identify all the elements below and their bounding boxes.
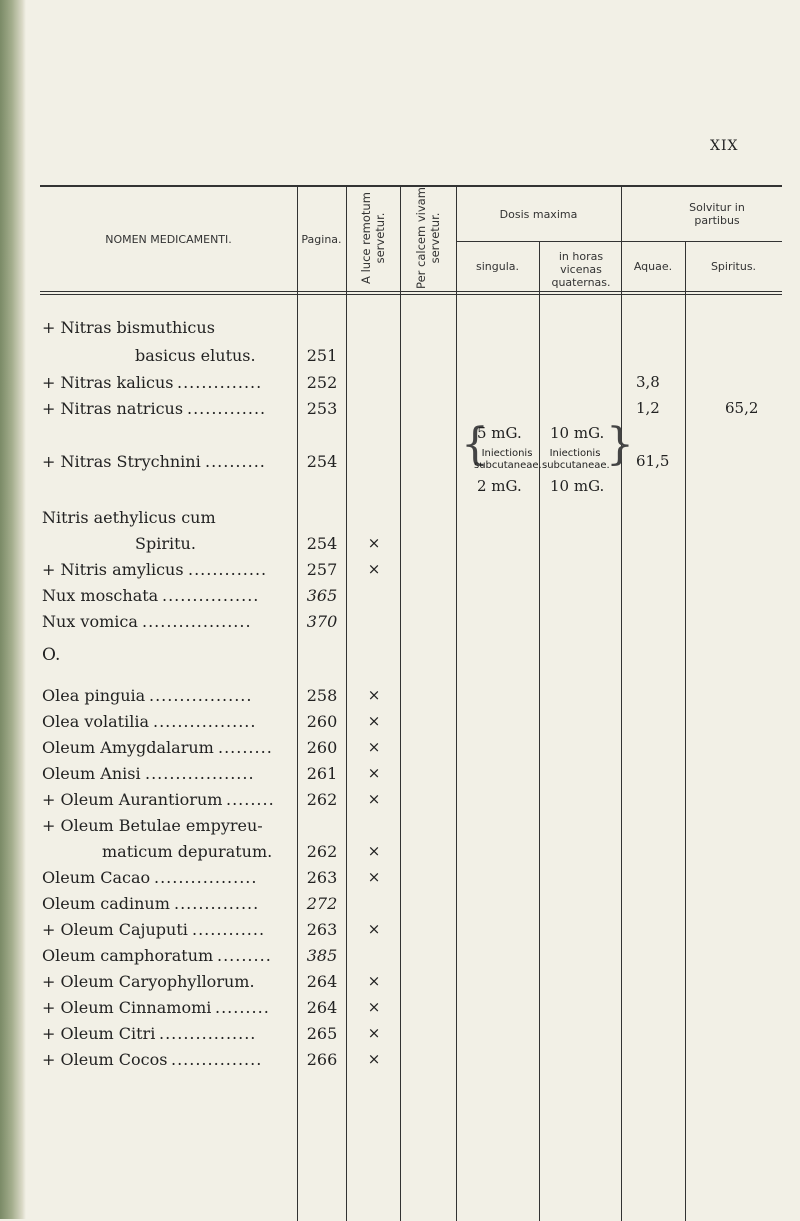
table-row: [0, 346, 800, 370]
table-row: [0, 764, 800, 788]
table-row: [0, 738, 800, 762]
leader-dots: .............: [188, 560, 268, 579]
medicament-name: + Oleum Cocos: [42, 1050, 168, 1069]
page-ref: 365: [306, 586, 338, 605]
header-singula: singula.: [475, 260, 519, 273]
light-protect-mark: ×: [367, 868, 381, 886]
medicament-name: Olea volatilia: [42, 712, 149, 731]
brace-right: }: [606, 419, 634, 470]
leader-dots: ................: [159, 1024, 257, 1043]
light-protect-mark: ×: [367, 920, 381, 938]
medicament-name: + Nitras kalicus: [42, 373, 174, 392]
page-ref: 252: [306, 373, 338, 392]
leader-dots: ..............: [177, 373, 263, 392]
dose-horas-1: 10 mG.: [550, 424, 605, 442]
page-ref: 251: [306, 346, 338, 365]
medicament-name: + Nitras bismuthicus: [42, 318, 215, 337]
leader-dots: ...............: [171, 1050, 263, 1069]
table-row: [0, 586, 800, 610]
solubility-aquae: 61,5: [636, 452, 670, 470]
light-protect-mark: ×: [367, 686, 381, 704]
table-row: [0, 972, 800, 996]
table-row: [0, 508, 800, 532]
solubility-spiritus: 65,2: [725, 399, 759, 417]
leader-dots: ..........: [205, 452, 266, 471]
table-row: [0, 894, 800, 918]
header-luce: A luce remotum servetur.: [359, 192, 387, 284]
page-ref: 272: [306, 894, 338, 913]
header-bottom-rule-2: [40, 294, 782, 295]
header-aquae: Aquae.: [633, 260, 673, 273]
table-row: [0, 842, 800, 866]
leader-dots: .............: [187, 399, 267, 418]
page-ref: 262: [306, 790, 338, 809]
leader-dots: .........: [215, 998, 270, 1017]
dose-singula-2: 2 mG.: [477, 477, 522, 495]
light-protect-mark: ×: [367, 1024, 381, 1042]
table-row: [0, 318, 800, 342]
light-protect-mark: ×: [367, 764, 381, 782]
page-ref: 370: [306, 612, 338, 631]
page-ref: 257: [306, 560, 338, 579]
light-protect-mark: ×: [367, 1050, 381, 1068]
medicament-name: + Nitras natricus: [42, 399, 184, 418]
medicament-name: Oleum Anisi: [42, 764, 141, 783]
solubility-aquae: 3,8: [636, 373, 660, 391]
leader-dots: ..................: [145, 764, 255, 783]
medicament-name: + Oleum Citri: [42, 1024, 156, 1043]
header-pagina: Pagina.: [301, 233, 342, 246]
leader-dots: .................: [149, 686, 253, 705]
medicament-name: Nitris aethylicus cum: [42, 508, 216, 527]
light-protect-mark: ×: [367, 534, 381, 552]
light-protect-mark: ×: [367, 842, 381, 860]
table-row: [0, 1024, 800, 1048]
medicament-name: maticum depuratum.: [102, 842, 273, 861]
medicament-name: basicus elutus.: [135, 346, 256, 365]
table-row: [0, 612, 800, 636]
brace-left: {: [461, 419, 489, 470]
header-spiritus: Spiritus.: [710, 260, 757, 273]
dose-singula-1: 5 mG.: [477, 424, 522, 442]
medicament-name: Oleum cadinum: [42, 894, 170, 913]
section-letter-o: O.: [42, 645, 61, 665]
leader-dots: ..............: [174, 894, 260, 913]
header-horas: in horas vicenas quaternas.: [551, 250, 611, 289]
page-ref: 265: [306, 1024, 338, 1043]
medicament-name: + Oleum Cajuputi: [42, 920, 188, 939]
header-bottom-rule: [40, 291, 782, 292]
leader-dots: ..................: [142, 612, 252, 631]
table-row: [0, 686, 800, 710]
leader-dots: ................: [162, 586, 260, 605]
medicament-name: Olea pinguia: [42, 686, 146, 705]
page-ref: 264: [306, 998, 338, 1017]
page-ref: 260: [306, 712, 338, 731]
table-row: [0, 452, 800, 476]
page-ref: 262: [306, 842, 338, 861]
medicament-name: + Oleum Aurantiorum: [42, 790, 223, 809]
table-row: [0, 712, 800, 736]
page-ref: 264: [306, 972, 338, 991]
table-row: [0, 868, 800, 892]
leader-dots: .................: [153, 712, 257, 731]
table-row: [0, 399, 800, 423]
page-ref: 261: [306, 764, 338, 783]
page-ref: 266: [306, 1050, 338, 1069]
page-ref: 253: [306, 399, 338, 418]
solubility-aquae: 1,2: [636, 399, 660, 417]
medicament-name: + Nitris amylicus: [42, 560, 184, 579]
page-ref: 263: [306, 868, 338, 887]
header-dosis: Dosis maxima: [499, 208, 578, 221]
top-rule: [40, 185, 782, 187]
table-row: [0, 998, 800, 1022]
header-nomen: NOMEN MEDICAMENTI.: [105, 233, 232, 246]
dose-horas-note: Iniectionis subcutaneae.: [542, 448, 610, 471]
page-ref: 385: [306, 946, 338, 965]
medicament-name: Oleum Amygdalarum: [42, 738, 214, 757]
table-row: [0, 790, 800, 814]
medicament-name: Spiritu.: [135, 534, 196, 553]
light-protect-mark: ×: [367, 972, 381, 990]
table-row: [0, 534, 800, 558]
medicament-name: + Nitras Strychnini: [42, 452, 201, 471]
medicament-name: + Oleum Cinnamomi: [42, 998, 212, 1017]
medicament-name: Oleum Cacao: [42, 868, 151, 887]
page-ref: 258: [306, 686, 338, 705]
light-protect-mark: ×: [367, 998, 381, 1016]
light-protect-mark: ×: [367, 790, 381, 808]
page-number: XIX: [710, 138, 739, 154]
header-solvitur: Solvitur in partibus: [689, 201, 745, 227]
page-ref: 254: [306, 534, 338, 553]
medicament-name: Nux moschata: [42, 586, 159, 605]
leader-dots: ............: [192, 920, 266, 939]
leader-dots: ........: [226, 790, 275, 809]
leader-dots: .........: [217, 946, 272, 965]
header-calcem: Per calcem vivam servetur.: [414, 187, 442, 289]
table-row: [0, 920, 800, 944]
leader-dots: .........: [218, 738, 273, 757]
table-row: [0, 1050, 800, 1074]
medicament-name: + Oleum Betulae empyreu-: [42, 816, 263, 835]
page-ref: 263: [306, 920, 338, 939]
light-protect-mark: ×: [367, 712, 381, 730]
medicament-name: Oleum camphoratum: [42, 946, 214, 965]
page-ref: 254: [306, 452, 338, 471]
page-ref: 260: [306, 738, 338, 757]
table-row: [0, 560, 800, 584]
dosis-sub-rule: [456, 241, 782, 242]
dose-horas-2: 10 mG.: [550, 477, 605, 495]
dose-singula-note: Iniectionis subcutaneae.: [474, 448, 542, 471]
medicament-name: + Oleum Caryophyllorum.: [42, 972, 255, 991]
light-protect-mark: ×: [367, 738, 381, 756]
table-row: [0, 816, 800, 840]
table-row: [0, 373, 800, 397]
leader-dots: .................: [154, 868, 258, 887]
table-row: [0, 946, 800, 970]
light-protect-mark: ×: [367, 560, 381, 578]
medicament-name: Nux vomica: [42, 612, 138, 631]
